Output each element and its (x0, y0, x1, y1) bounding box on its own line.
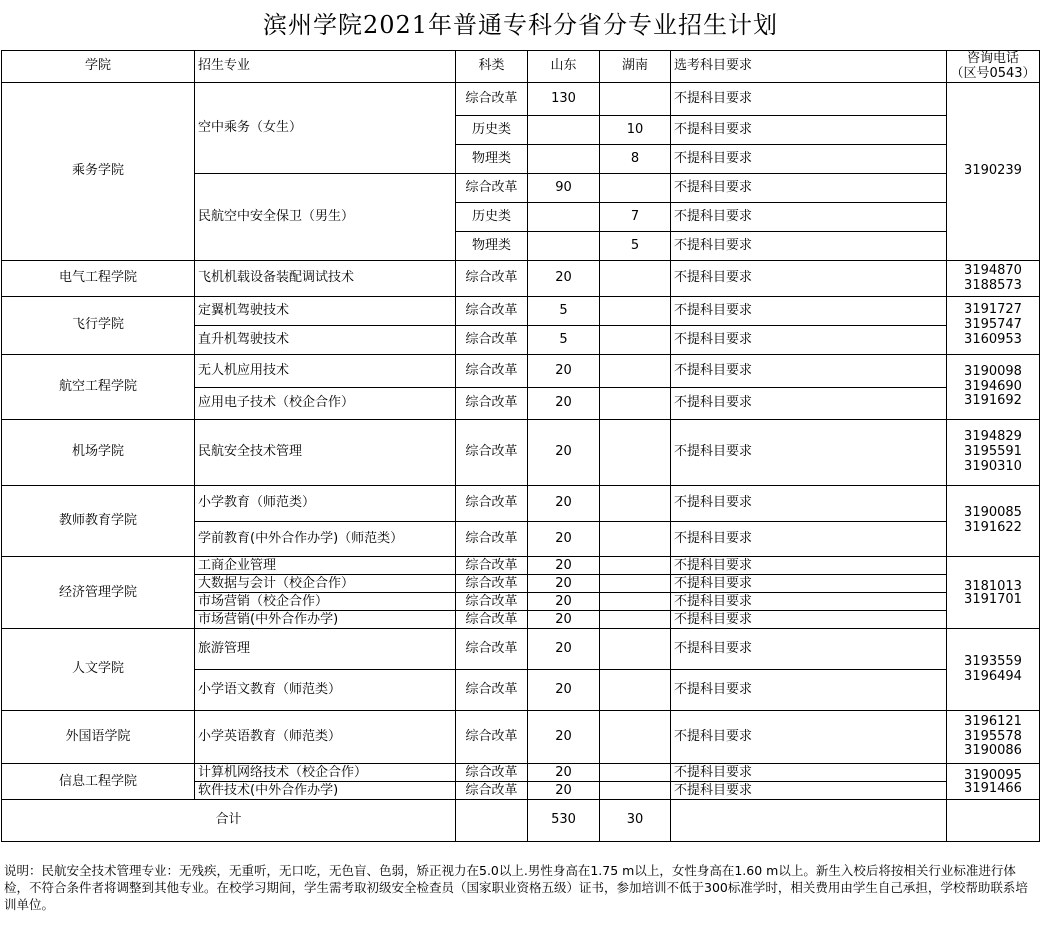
subject-type: 物理类 (456, 145, 528, 174)
subject-type: 历史类 (456, 116, 528, 145)
total-hunan: 30 (600, 800, 671, 842)
quota-hunan (600, 174, 671, 203)
subject-requirement: 不提科目要求 (671, 593, 947, 611)
quota-hunan (600, 557, 671, 575)
quota-shandong: 20 (528, 388, 600, 420)
quota-hunan: 7 (600, 203, 671, 232)
contact-phone: 3194870 3188573 (947, 261, 1040, 297)
subject-type: 综合改革 (456, 575, 528, 593)
table-row (2, 629, 1040, 670)
contact-phone: 3196121 3195578 3190086 (947, 711, 1040, 764)
quota-shandong: 5 (528, 326, 600, 355)
major-name: 飞机机载设备装配调试技术 (195, 261, 456, 297)
subject-requirement: 不提科目要求 (671, 486, 947, 522)
major-name: 大数据与会计（校企合作） (195, 575, 456, 593)
subject-type: 综合改革 (456, 522, 528, 557)
quota-shandong: 20 (528, 782, 600, 800)
subject-requirement: 不提科目要求 (671, 83, 947, 116)
quota-hunan (600, 326, 671, 355)
header-contact (947, 51, 1040, 83)
table-row (2, 486, 1040, 522)
quota-hunan (600, 522, 671, 557)
quota-hunan (600, 388, 671, 420)
subject-requirement: 不提科目要求 (671, 297, 947, 326)
subject-type: 综合改革 (456, 326, 528, 355)
major-name: 小学教育（师范类） (195, 486, 456, 522)
subject-type: 综合改革 (456, 355, 528, 388)
quota-hunan (600, 670, 671, 711)
subject-type: 综合改革 (456, 486, 528, 522)
college-name: 外国语学院 (2, 711, 195, 764)
table-row (2, 355, 1040, 388)
total-label: 合计 (2, 800, 456, 842)
subject-type: 综合改革 (456, 557, 528, 575)
contact-phone: 3190085 3191622 (947, 486, 1040, 557)
quota-shandong: 20 (528, 575, 600, 593)
header-contact-line1: 咨询电话 (966, 50, 1019, 66)
subject-requirement: 不提科目要求 (671, 203, 947, 232)
quota-shandong (528, 203, 600, 232)
major-name: 市场营销（校企合作） (195, 593, 456, 611)
college-name: 经济管理学院 (2, 557, 195, 629)
quota-shandong: 20 (528, 261, 600, 297)
header-contact-line2: （区号0543） (950, 65, 1036, 81)
quota-hunan (600, 355, 671, 388)
college-name: 教师教育学院 (2, 486, 195, 557)
subject-requirement: 不提科目要求 (671, 420, 947, 486)
quota-hunan: 5 (600, 232, 671, 261)
table-row (2, 420, 1040, 486)
quota-hunan (600, 611, 671, 629)
quota-shandong: 20 (528, 355, 600, 388)
subject-type: 综合改革 (456, 670, 528, 711)
quota-shandong (528, 116, 600, 145)
subject-requirement: 不提科目要求 (671, 522, 947, 557)
subject-requirement: 不提科目要求 (671, 575, 947, 593)
major-name: 小学英语教育（师范类） (195, 711, 456, 764)
contact-phone: 3191727 3195747 3160953 (947, 297, 1040, 355)
header-row (2, 51, 1040, 83)
subject-type: 综合改革 (456, 611, 528, 629)
major-name: 学前教育(中外合作办学)（师范类） (195, 522, 456, 557)
quota-shandong: 20 (528, 522, 600, 557)
subject-requirement: 不提科目要求 (671, 116, 947, 145)
major-name: 民航安全技术管理 (195, 420, 456, 486)
subject-type: 综合改革 (456, 593, 528, 611)
college-name: 电气工程学院 (2, 261, 195, 297)
table-row (2, 297, 1040, 326)
subject-type: 综合改革 (456, 764, 528, 782)
quota-shandong: 20 (528, 711, 600, 764)
major-name: 工商企业管理 (195, 557, 456, 575)
quota-shandong: 20 (528, 629, 600, 670)
subject-requirement: 不提科目要求 (671, 557, 947, 575)
total-shandong: 530 (528, 800, 600, 842)
total-requirement-cell (671, 800, 947, 842)
table-row (2, 261, 1040, 297)
table-body (2, 83, 1040, 800)
header-college: 学院 (2, 51, 195, 83)
subject-requirement: 不提科目要求 (671, 782, 947, 800)
college-name: 机场学院 (2, 420, 195, 486)
college-name: 飞行学院 (2, 297, 195, 355)
contact-phone: 3194829 3195591 3190310 (947, 420, 1040, 486)
quota-hunan (600, 575, 671, 593)
quota-shandong (528, 145, 600, 174)
header-hunan: 湖南 (600, 51, 671, 83)
quota-hunan (600, 486, 671, 522)
quota-hunan: 10 (600, 116, 671, 145)
subject-requirement: 不提科目要求 (671, 145, 947, 174)
table-row (2, 557, 1040, 575)
header-major: 招生专业 (195, 51, 456, 83)
quota-shandong: 20 (528, 611, 600, 629)
total-row (2, 800, 1040, 842)
header-shandong: 山东 (528, 51, 600, 83)
subject-requirement: 不提科目要求 (671, 174, 947, 203)
subject-type: 物理类 (456, 232, 528, 261)
subject-requirement: 不提科目要求 (671, 670, 947, 711)
total-contact-cell (947, 800, 1040, 842)
quota-hunan (600, 711, 671, 764)
subject-type: 综合改革 (456, 174, 528, 203)
major-name: 软件技术(中外合作办学) (195, 782, 456, 800)
major-name: 应用电子技术（校企合作） (195, 388, 456, 420)
subject-requirement: 不提科目要求 (671, 261, 947, 297)
header-subject-type: 科类 (456, 51, 528, 83)
header-requirement: 选考科目要求 (671, 51, 947, 83)
quota-shandong (528, 232, 600, 261)
quota-hunan (600, 420, 671, 486)
subject-type: 历史类 (456, 203, 528, 232)
contact-phone: 3181013 3191701 (947, 557, 1040, 629)
major-name: 旅游管理 (195, 629, 456, 670)
contact-phone: 3190095 3191466 (947, 764, 1040, 800)
table-row (2, 83, 1040, 116)
subject-requirement: 不提科目要求 (671, 611, 947, 629)
page-title: 滨州学院2021年普通专科分省分专业招生计划 (262, 11, 779, 39)
subject-type: 综合改革 (456, 629, 528, 670)
college-name: 乘务学院 (2, 83, 195, 261)
subject-requirement: 不提科目要求 (671, 629, 947, 670)
college-name: 航空工程学院 (2, 355, 195, 420)
subject-type: 综合改革 (456, 782, 528, 800)
subject-requirement: 不提科目要求 (671, 355, 947, 388)
quota-hunan (600, 83, 671, 116)
major-name: 市场营销(中外合作办学) (195, 611, 456, 629)
quota-hunan (600, 782, 671, 800)
quota-shandong: 20 (528, 670, 600, 711)
subject-requirement: 不提科目要求 (671, 764, 947, 782)
major-name: 民航空中安全保卫（男生） (195, 174, 456, 261)
quota-shandong: 130 (528, 83, 600, 116)
major-name: 空中乘务（女生） (195, 83, 456, 174)
contact-phone: 3190239 (947, 83, 1040, 261)
college-name: 信息工程学院 (2, 764, 195, 800)
subject-type: 综合改革 (456, 297, 528, 326)
subject-type: 综合改革 (456, 711, 528, 764)
major-name: 小学语文教育（师范类） (195, 670, 456, 711)
total-type-cell (456, 800, 528, 842)
quota-shandong: 20 (528, 486, 600, 522)
college-name: 人文学院 (2, 629, 195, 711)
quota-hunan (600, 261, 671, 297)
quota-hunan (600, 764, 671, 782)
subject-type: 综合改革 (456, 261, 528, 297)
major-name: 计算机网络技术（校企合作） (195, 764, 456, 782)
contact-phone: 3193559 3196494 (947, 629, 1040, 711)
contact-phone: 3190098 3194690 3191692 (947, 355, 1040, 420)
footnote: 说明：民航安全技术管理专业：无残疾，无重听，无口吃，无色盲、色弱，矫正视力在5.0以上.男性身高在1.75 m以上，女性身高在1.60 m以上。新生入校后将按相关行业标准进行体检，不符合条件者将调整到其他专业。在校学习期间，学生需考取初级安全检查员（国家职业资格五级）证书，参加培训不低于300标准学时，相关费用由学生自己承担，学校帮助联系培训单位。 (4, 863, 1028, 912)
major-name: 定翼机驾驶技术 (195, 297, 456, 326)
subject-type: 综合改革 (456, 388, 528, 420)
quota-hunan (600, 593, 671, 611)
subject-requirement: 不提科目要求 (671, 326, 947, 355)
subject-type: 综合改革 (456, 83, 528, 116)
major-name: 无人机应用技术 (195, 355, 456, 388)
enrollment-plan-table (1, 50, 1040, 842)
quota-shandong: 20 (528, 557, 600, 575)
table-row (2, 711, 1040, 764)
quota-shandong: 20 (528, 420, 600, 486)
quota-shandong: 90 (528, 174, 600, 203)
table-row (2, 764, 1040, 782)
subject-requirement: 不提科目要求 (671, 232, 947, 261)
quota-shandong: 5 (528, 297, 600, 326)
major-name: 直升机驾驶技术 (195, 326, 456, 355)
quota-hunan: 8 (600, 145, 671, 174)
quota-shandong: 20 (528, 593, 600, 611)
subject-requirement: 不提科目要求 (671, 711, 947, 764)
subject-requirement: 不提科目要求 (671, 388, 947, 420)
quota-hunan (600, 297, 671, 326)
quota-shandong: 20 (528, 764, 600, 782)
subject-type: 综合改革 (456, 420, 528, 486)
quota-hunan (600, 629, 671, 670)
